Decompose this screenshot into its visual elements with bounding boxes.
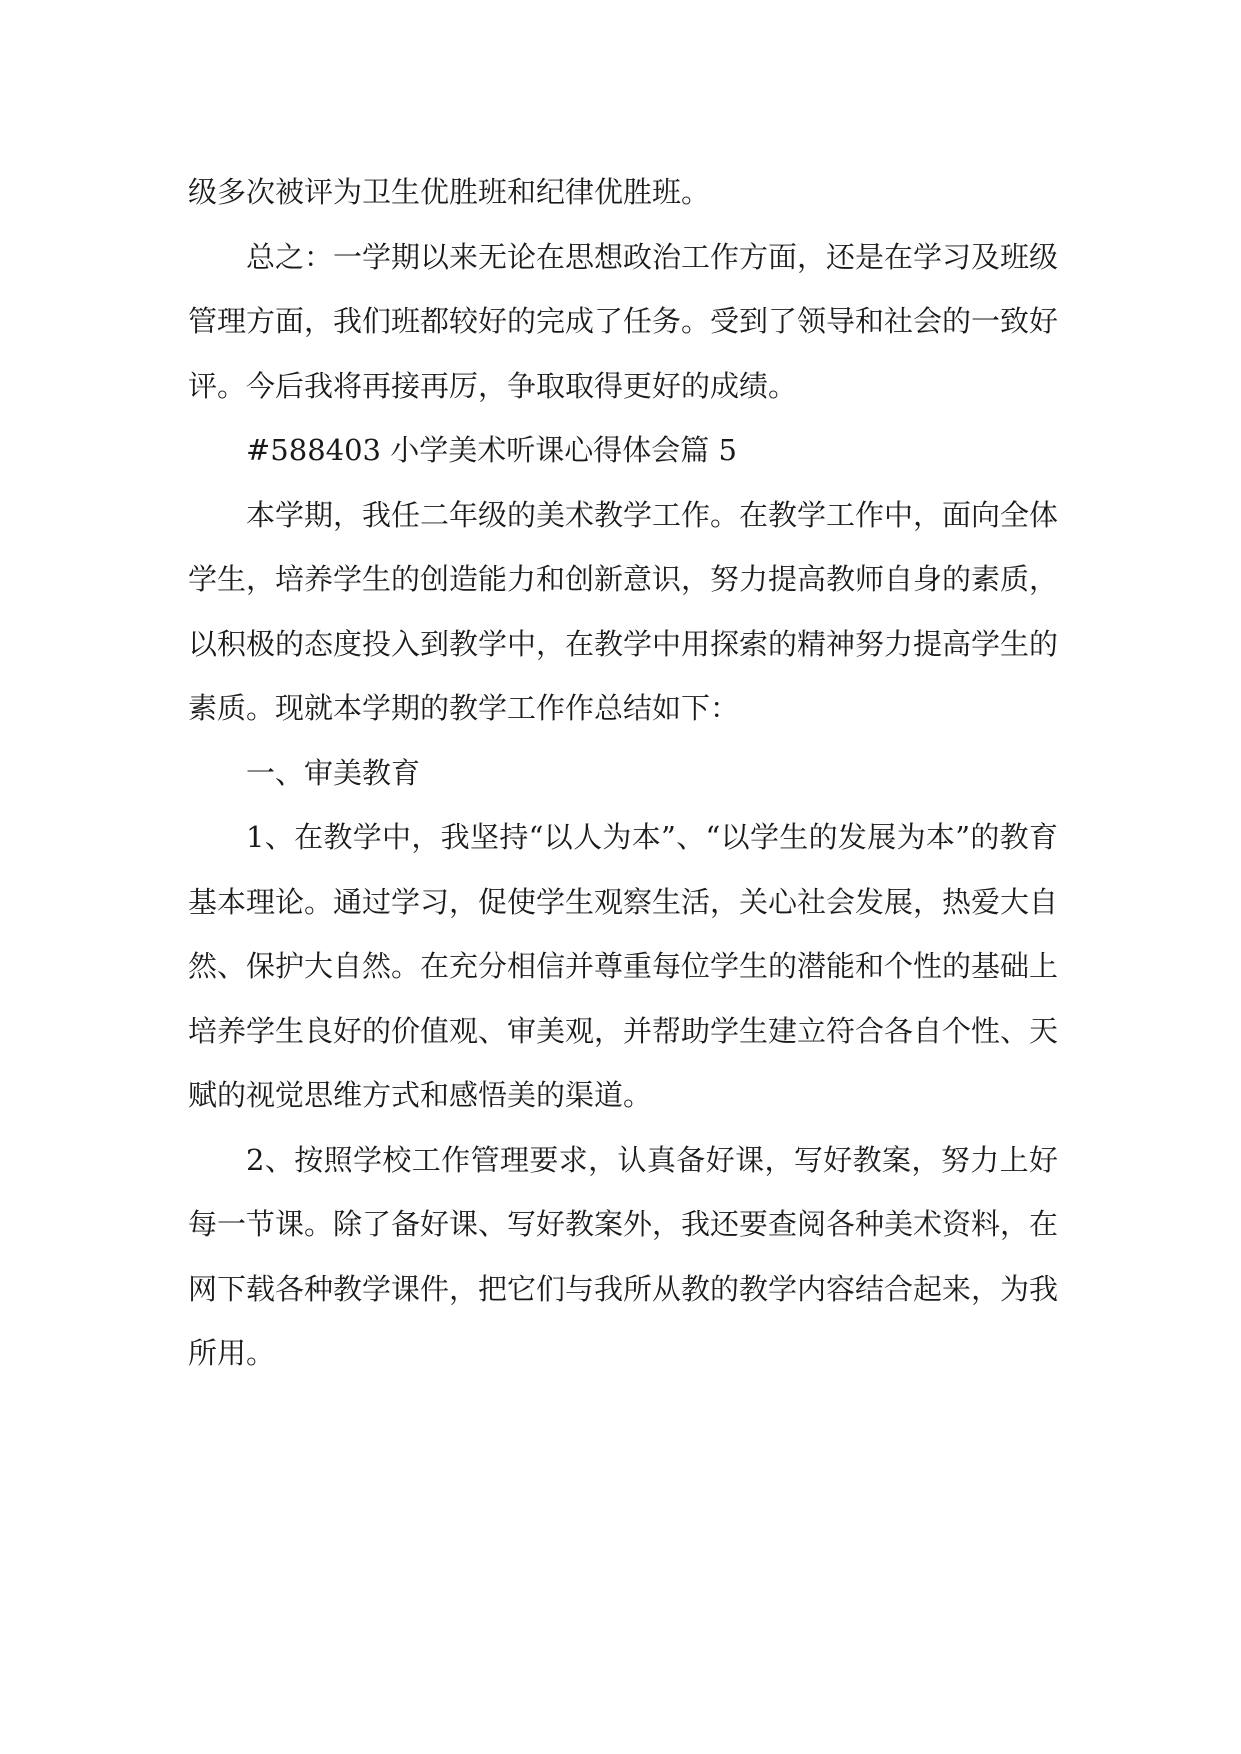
paragraph-intro: 本学期，我任二年级的美术教学工作。在教学工作中，面向全体学生，培养学生的创造能力和创新意识，努力提高教师自身的素质，以积极的态度投入到教学中，在教学中用探索的精神努力提高学生的素质。现就本学期的教学工作作总结如下：	[188, 497, 1059, 725]
paragraph-item-1: 1、在教学中，我坚持“以人为本”、“以学生的发展为本”的教育基本理论。通过学习，促使学生观察生活，关心社会发展，热爱大自然、保护大自然。在充分相信并尊重每位学生的潜能和个性的基础上培养学生良好的价值观、审美观，并帮助学生建立符合各自个性、天赋的视觉思维方式和感悟美的渠道。	[188, 820, 1059, 1112]
paragraph-continuation: 级多次被评为卫生优胜班和纪律优胜班。	[188, 175, 711, 209]
document-body	[188, 160, 1058, 1386]
subsection-heading: 一、审美教育	[246, 755, 421, 790]
section-heading: #588403 小学美术听课心得体会篇 5	[246, 433, 737, 467]
paragraph-item-2: 2、按照学校工作管理要求，认真备好课，写好教案，努力上好每一节课。除了备好课、写好教案外，我还要查阅各种美术资料，在网下载各种教学课件，把它们与我所从教的教学内容结合起来，为我所用。	[188, 1142, 1059, 1370]
paragraph-summary: 总之：一学期以来无论在思想政治工作方面，还是在学习及班级管理方面，我们班都较好的完成了任务。受到了领导和社会的一致好评。今后我将再接再厉，争取取得更好的成绩。	[188, 239, 1059, 403]
